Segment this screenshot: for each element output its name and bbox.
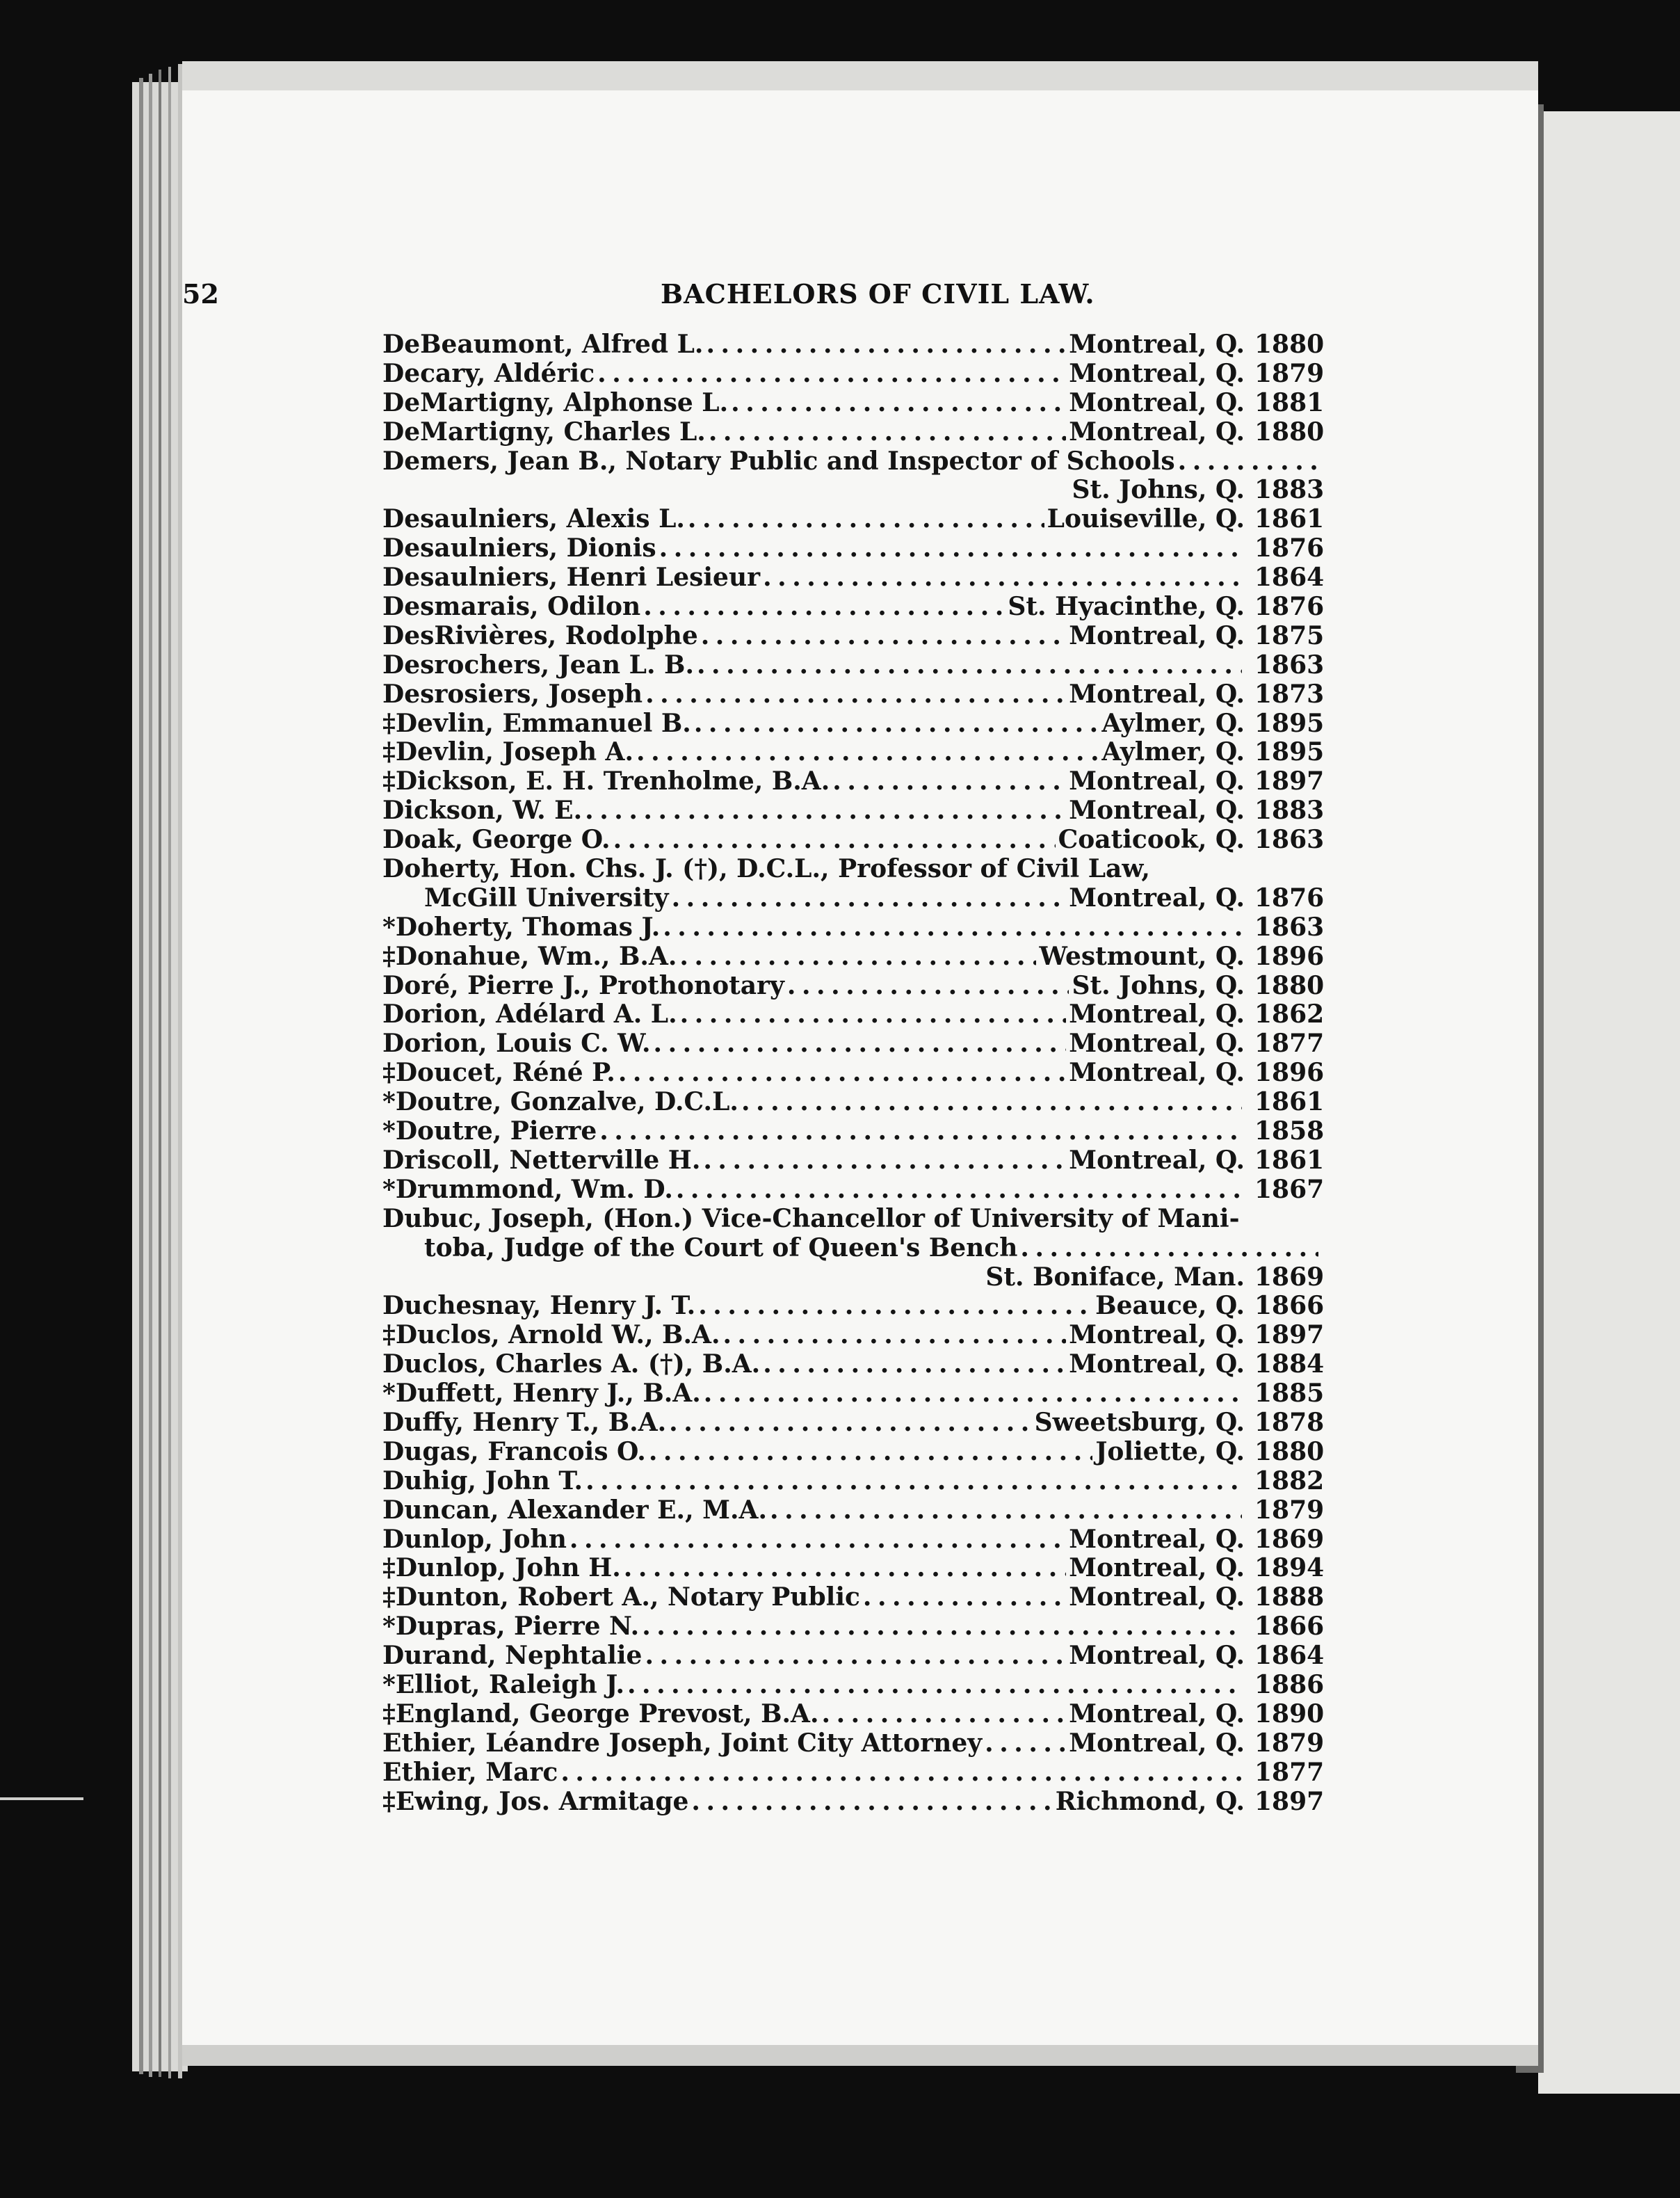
dot-leader: [701, 622, 1067, 651]
entry-line: [382, 592, 1325, 622]
entry-place: Joliette, Q.: [1095, 1436, 1245, 1466]
entry-place: Montreal, Q.: [1069, 1699, 1245, 1728]
entry-line: [382, 1379, 1325, 1409]
entry-year: 1880: [1254, 970, 1325, 1000]
dot-leader: [697, 651, 1242, 680]
entry-name: Ethier, Marc: [382, 1757, 558, 1787]
entry-place: Coaticook, Q.: [1058, 825, 1245, 855]
entry-line: [382, 1262, 1325, 1292]
entry-line: [382, 417, 1325, 447]
dot-leader: [832, 767, 1066, 796]
entry-year: 1877: [1254, 1029, 1325, 1059]
entry-year: 1897: [1254, 767, 1325, 796]
entry-year: 1897: [1254, 1320, 1325, 1350]
dot-leader: [624, 1554, 1067, 1583]
entry-name: Ethier, Léandre Joseph, Joint City Attorney: [382, 1728, 983, 1758]
entry-line: [382, 1029, 1325, 1059]
entry-name: Dubuc, Joseph, (Hon.) Vice-Chancellor of University of Mani-: [382, 1203, 1240, 1233]
entry-name: Duchesnay, Henry J. T.: [382, 1291, 696, 1321]
entry-name: *Elliot, Raleigh J.: [382, 1669, 624, 1699]
entry-name: Dorion, Adélard A. L.: [382, 1000, 677, 1029]
entry-line: [382, 1612, 1325, 1642]
entry-year: 1861: [1254, 1145, 1325, 1175]
dot-leader: [676, 1176, 1242, 1205]
entry-year: 1883: [1254, 475, 1325, 505]
entry-name: Dunlop, John: [382, 1524, 567, 1554]
entry-year: 1867: [1254, 1174, 1325, 1204]
entry-year: 1880: [1254, 1436, 1325, 1466]
entry-year: 1878: [1254, 1407, 1325, 1437]
dot-leader: [679, 942, 1036, 972]
dot-leader: [680, 1000, 1067, 1029]
entry-line: [382, 387, 1325, 418]
entry-year: 1863: [1254, 825, 1325, 855]
entry-name: DeMartigny, Alphonse L.: [382, 387, 729, 417]
entry-line: [382, 912, 1325, 942]
dot-leader: [663, 913, 1242, 942]
entry-year: 1894: [1254, 1553, 1325, 1583]
dot-leader: [698, 1292, 1092, 1321]
entry-name: McGill University: [424, 883, 669, 913]
entry-year: 1864: [1254, 563, 1325, 593]
entry-line: [382, 1757, 1325, 1788]
entry-place: Aylmer, Q.: [1101, 737, 1245, 767]
dot-leader: [709, 418, 1066, 447]
entry-line: [382, 358, 1325, 389]
entry-year: 1863: [1254, 912, 1325, 942]
dot-leader: [636, 738, 1099, 767]
dot-leader: [585, 1467, 1242, 1496]
entry-line: [382, 825, 1325, 855]
entry-name: Doak, George O.: [382, 825, 611, 855]
entry-line: [382, 1058, 1325, 1088]
entry-line: [382, 1699, 1325, 1729]
entry-name: Desaulniers, Alexis L.: [382, 504, 685, 534]
entry-line: [382, 534, 1325, 563]
entry-place: Montreal, Q.: [1069, 358, 1245, 388]
dot-leader: [731, 389, 1066, 418]
entry-year: 1876: [1254, 883, 1325, 913]
entry-name: ‡Duclos, Arnold W., B.A.: [382, 1320, 720, 1350]
entry-place: Sweetsburg, Q.: [1034, 1407, 1245, 1437]
entry-line: [382, 1582, 1325, 1612]
entry-year: 1861: [1254, 504, 1325, 534]
dot-leader: [822, 1700, 1067, 1729]
entry-name: ‡Ewing, Jos. Armitage: [382, 1786, 689, 1816]
entry-list: [382, 330, 1325, 1816]
entry-place: Montreal, Q.: [1069, 1349, 1245, 1379]
entry-place: Montreal, Q.: [1069, 417, 1245, 447]
entry-line: [382, 855, 1321, 884]
dot-leader: [722, 1321, 1066, 1350]
entry-line: [382, 767, 1325, 796]
entry-place: Montreal, Q.: [1069, 1524, 1245, 1554]
entry-place: Montreal, Q.: [1069, 1641, 1245, 1671]
dot-leader: [613, 826, 1056, 855]
dot-leader: [770, 1496, 1242, 1525]
entry-line: [382, 1174, 1325, 1205]
entry-line: [382, 941, 1325, 972]
entry-year: 1858: [1254, 1116, 1325, 1146]
entry-name: ‡Dickson, E. H. Trenholme, B.A.: [382, 767, 830, 796]
entry-year: 1861: [1254, 1087, 1325, 1117]
entry-line: [382, 737, 1325, 767]
dot-leader: [645, 1642, 1066, 1671]
entry-name: DeBeaumont, Alfred L.: [382, 330, 704, 359]
dot-leader: [599, 1117, 1242, 1146]
entry-line: [382, 1728, 1325, 1758]
dot-leader: [669, 1409, 1031, 1438]
entry-line: [382, 1407, 1325, 1438]
entry-line: [382, 883, 1325, 913]
entry-name: Driscoll, Netterville H.: [382, 1145, 701, 1175]
dot-leader: [585, 796, 1066, 826]
dot-leader: [688, 505, 1044, 534]
dot-leader: [570, 1525, 1066, 1555]
entry-line: [382, 1320, 1325, 1350]
entry-year: 1873: [1254, 679, 1325, 709]
page-number: 52: [182, 278, 219, 310]
entry-line: [382, 796, 1325, 826]
entry-year: 1895: [1254, 737, 1325, 767]
entry-place: Montreal, Q.: [1069, 883, 1245, 913]
entry-name: *Duffett, Henry J., B.A.: [382, 1379, 701, 1409]
entry-line: [382, 708, 1325, 739]
entry-year: 1876: [1254, 534, 1325, 563]
entry-name: ‡Dunton, Robert A., Notary Public: [382, 1582, 860, 1612]
entry-place: St. Johns, Q.: [1072, 970, 1245, 1000]
entry-year: 1895: [1254, 708, 1325, 738]
entry-name: Durand, Nephtalie: [382, 1641, 643, 1671]
dot-leader: [703, 1146, 1066, 1176]
entry-line: [382, 1205, 1321, 1234]
entry-name: Demers, Jean B., Notary Public and Inspector of Schools: [382, 446, 1175, 476]
entry-place: Aylmer, Q.: [1101, 708, 1245, 738]
entry-line: [382, 1524, 1325, 1555]
entry-place: Montreal, Q.: [1069, 1728, 1245, 1758]
entry-place: Montreal, Q.: [1069, 1058, 1245, 1088]
entry-year: 1897: [1254, 1786, 1325, 1816]
entry-place: Montreal, Q.: [1069, 1145, 1245, 1175]
dot-leader: [654, 1029, 1067, 1059]
dot-leader: [763, 563, 1242, 593]
dot-leader: [560, 1758, 1242, 1788]
entry-line: [382, 475, 1325, 505]
dot-leader: [704, 1379, 1242, 1409]
entry-name: ‡Devlin, Emmanuel B.: [382, 708, 691, 738]
entry-line: [382, 1087, 1325, 1117]
entry-name: Desmarais, Odilon: [382, 592, 641, 622]
entry-year: 1882: [1254, 1466, 1325, 1495]
entry-line: [382, 563, 1325, 593]
dot-leader: [649, 1438, 1093, 1467]
entry-name: *Doherty, Thomas J.: [382, 912, 661, 942]
entry-line: [382, 1495, 1325, 1525]
entry-name: Duclos, Charles A. (†), B.A.: [382, 1349, 761, 1379]
entry-place: Beauce, Q.: [1095, 1291, 1245, 1321]
entry-year: 1880: [1254, 330, 1325, 359]
entry-place: St. Boniface, Man.: [985, 1262, 1245, 1292]
entry-place: Westmount, Q.: [1039, 941, 1245, 971]
dot-leader: [643, 593, 1005, 622]
entry-name: Desaulniers, Henri Lesieur: [382, 563, 761, 593]
dot-leader: [659, 534, 1242, 563]
entry-place: Montreal, Q.: [1069, 387, 1245, 417]
entry-year: 1896: [1254, 1058, 1325, 1088]
entry-line: [382, 620, 1325, 651]
dot-leader: [645, 680, 1066, 709]
entry-year: 1862: [1254, 1000, 1325, 1029]
entry-name: ‡Donahue, Wm., B.A.: [382, 941, 677, 971]
entry-name: ‡Devlin, Joseph A.: [382, 737, 634, 767]
entry-place: Montreal, Q.: [1069, 767, 1245, 796]
entry-name: DesRivières, Rodolphe: [382, 620, 698, 650]
entry-line: [382, 1436, 1325, 1467]
entry-name: Dickson, W. E.: [382, 796, 583, 826]
entry-year: 1886: [1254, 1669, 1325, 1699]
entry-name: ‡Dunlop, John H.: [382, 1553, 621, 1583]
entry-name: Duhig, John T.: [382, 1466, 583, 1495]
entry-place: St. Johns, Q.: [1072, 475, 1245, 505]
entry-line: [382, 1291, 1325, 1321]
dot-leader: [863, 1583, 1066, 1612]
entry-place: St. Hyacinthe, Q.: [1008, 592, 1245, 622]
entry-year: 1881: [1254, 387, 1325, 417]
entry-name: toba, Judge of the Court of Queen's Bench: [424, 1233, 1018, 1262]
entry-year: 1869: [1254, 1524, 1325, 1554]
entry-name: Duffy, Henry T., B.A.: [382, 1407, 667, 1437]
entry-year: 1896: [1254, 941, 1325, 971]
entry-name: ‡Doucet, Réné P.: [382, 1058, 615, 1088]
dot-leader: [618, 1059, 1066, 1088]
dot-leader: [763, 1350, 1066, 1379]
entry-line: [382, 970, 1325, 1001]
entry-name: Dugas, Francois O.: [382, 1436, 646, 1466]
dot-leader: [672, 884, 1067, 913]
running-head: BACHELORS OF CIVIL LAW.: [661, 278, 1095, 310]
dot-leader: [985, 1729, 1066, 1758]
entry-year: 1869: [1254, 1262, 1325, 1292]
entry-line: [382, 1116, 1325, 1146]
dot-leader: [694, 709, 1099, 739]
entry-year: 1888: [1254, 1582, 1325, 1612]
entry-place: Montreal, Q.: [1069, 1320, 1245, 1350]
entry-line: [382, 650, 1325, 680]
entry-place: Montreal, Q.: [1069, 1553, 1245, 1583]
entry-year: 1883: [1254, 796, 1325, 826]
entry-line: [382, 447, 1321, 476]
entry-place: Montreal, Q.: [1069, 679, 1245, 709]
entry-name: Duncan, Alexander E., M.A.: [382, 1495, 767, 1525]
entry-name: *Dupras, Pierre N.: [382, 1612, 640, 1642]
entry-name: Dorion, Louis C. W.: [382, 1029, 651, 1059]
entry-name: *Doutre, Pierre: [382, 1116, 597, 1146]
entry-place: Montreal, Q.: [1069, 1582, 1245, 1612]
entry-line: [382, 1466, 1325, 1496]
entry-year: 1884: [1254, 1349, 1325, 1379]
entry-line: [382, 1349, 1325, 1379]
entry-place: Montreal, Q.: [1069, 620, 1245, 650]
entry-name: DeMartigny, Charles L.: [382, 417, 706, 447]
entry-line: [382, 1145, 1325, 1176]
entry-year: 1879: [1254, 1728, 1325, 1758]
entry-name: ‡England, George Prevost, B.A.: [382, 1699, 819, 1728]
entry-year: 1890: [1254, 1699, 1325, 1728]
dot-leader: [1020, 1234, 1318, 1263]
entry-year: 1879: [1254, 1495, 1325, 1525]
entry-name: Desaulniers, Dionis: [382, 534, 656, 563]
entry-year: 1875: [1254, 620, 1325, 650]
dot-leader: [642, 1612, 1242, 1642]
entry-name: Doré, Pierre J., Prothonotary: [382, 970, 784, 1000]
dot-leader: [741, 1088, 1242, 1117]
dot-leader: [627, 1671, 1242, 1700]
entry-year: 1866: [1254, 1291, 1325, 1321]
entry-year: 1864: [1254, 1641, 1325, 1671]
entry-line: [382, 504, 1325, 534]
dot-leader: [691, 1788, 1052, 1817]
entry-name: Doherty, Hon. Chs. J. (†), D.C.L., Professor of Civil Law,: [382, 854, 1150, 884]
entry-year: 1866: [1254, 1612, 1325, 1642]
entry-place: Montreal, Q.: [1069, 1000, 1245, 1029]
entry-line: [382, 330, 1325, 360]
dot-leader: [1178, 447, 1318, 476]
entry-year: 1879: [1254, 358, 1325, 388]
entry-line: [382, 1234, 1321, 1263]
dot-leader: [787, 972, 1069, 1001]
entry-line: [382, 1000, 1325, 1029]
entry-year: 1885: [1254, 1379, 1325, 1409]
entry-name: *Drummond, Wm. D.: [382, 1174, 673, 1204]
entry-line: [382, 1641, 1325, 1671]
entry-line: [382, 1553, 1325, 1583]
entry-name: Decary, Aldéric: [382, 358, 595, 388]
entry-year: 1863: [1254, 650, 1325, 680]
entry-place: Richmond, Q.: [1055, 1786, 1245, 1816]
entry-line: [382, 1786, 1325, 1817]
entry-place: Montreal, Q.: [1069, 330, 1245, 359]
entry-name: *Doutre, Gonzalve, D.C.L.: [382, 1087, 738, 1117]
entry-year: 1880: [1254, 417, 1325, 447]
entry-place: Louiseville, Q.: [1047, 504, 1245, 534]
entry-year: 1876: [1254, 592, 1325, 622]
entry-line: [382, 1669, 1325, 1700]
entry-name: Desrochers, Jean L. B.: [382, 650, 694, 680]
entry-year: 1877: [1254, 1757, 1325, 1787]
entry-name: Desrosiers, Joseph: [382, 679, 643, 709]
dot-leader: [597, 360, 1066, 389]
entry-place: Montreal, Q.: [1069, 1029, 1245, 1059]
dot-leader: [706, 330, 1066, 360]
entry-line: [382, 679, 1325, 709]
entry-place: Montreal, Q.: [1069, 796, 1245, 826]
